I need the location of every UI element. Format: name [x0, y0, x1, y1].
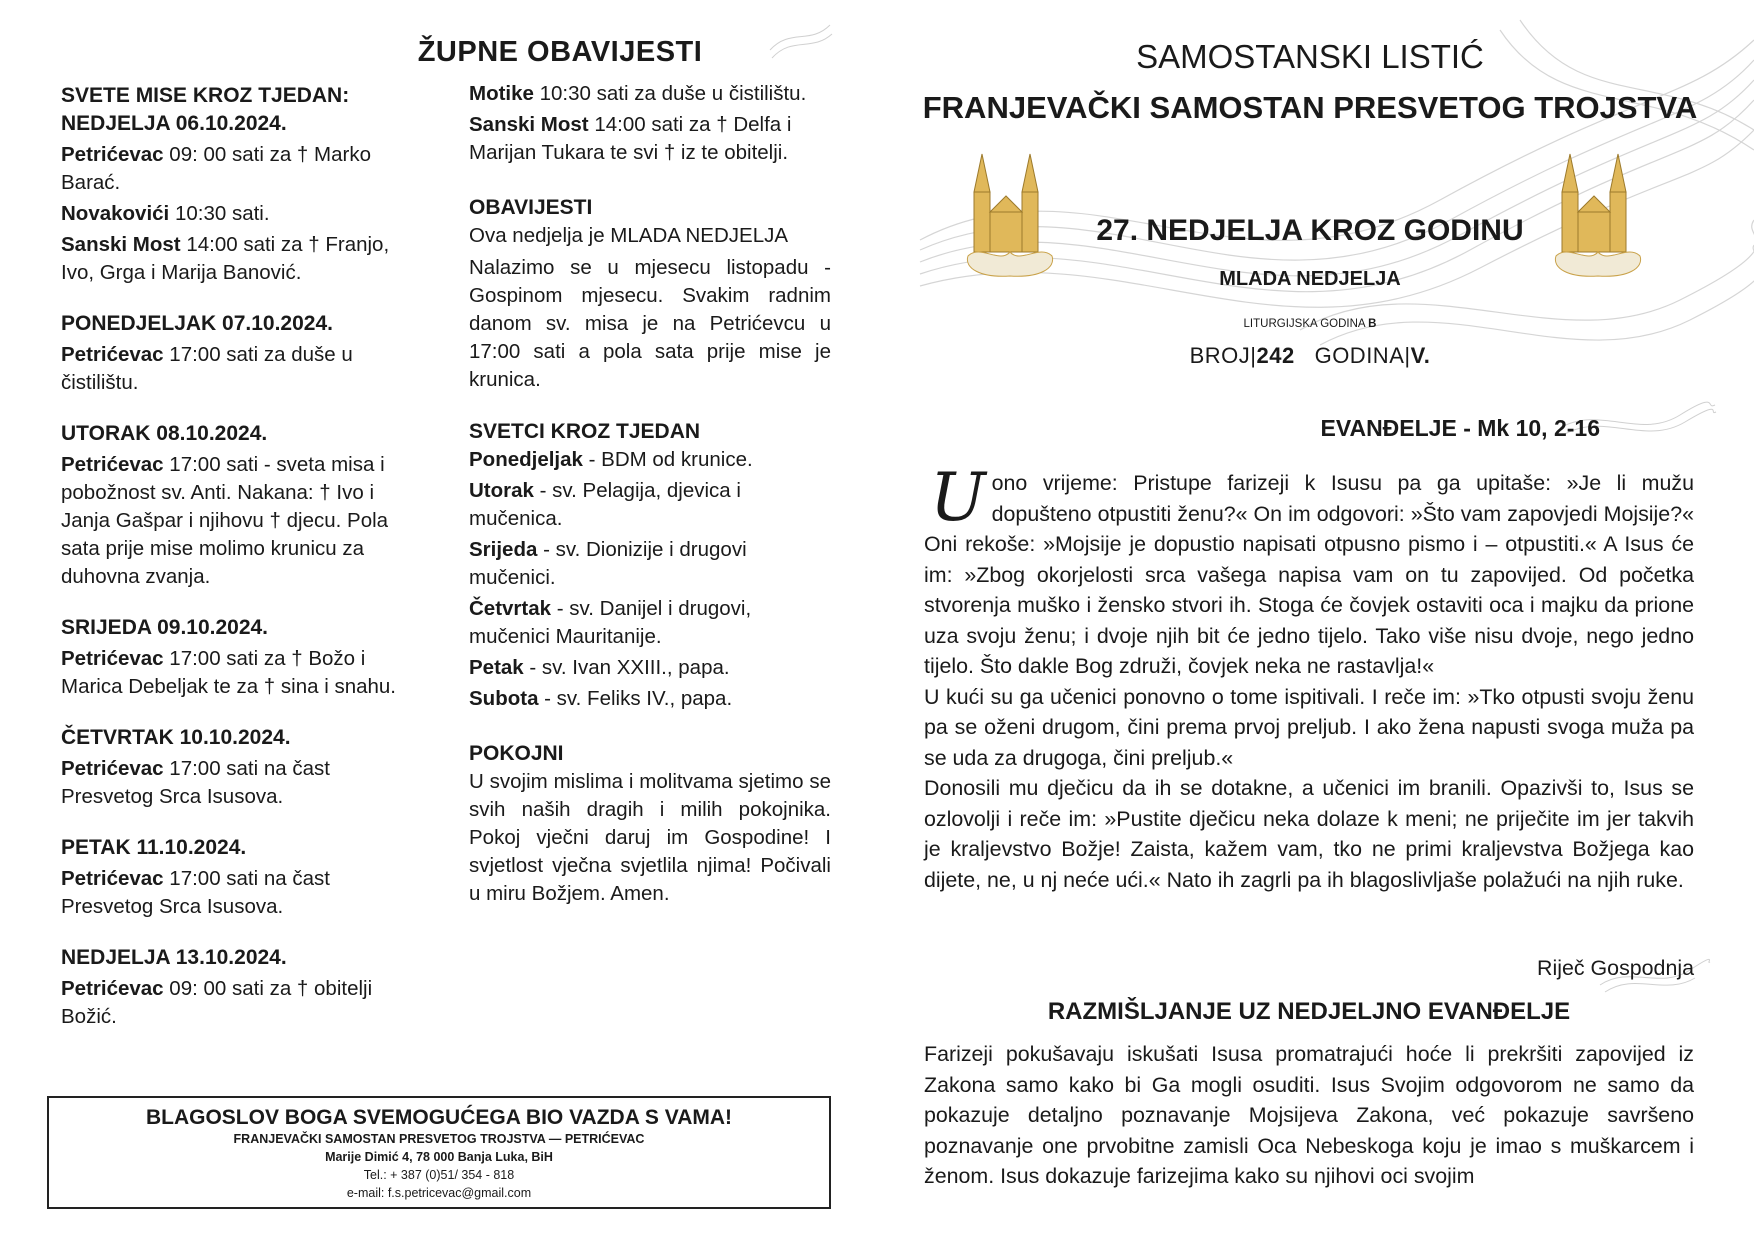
saint-entry [469, 446, 831, 474]
mass-entry [469, 80, 831, 108]
notices-text: Nalazimo se u mjesecu listopadu - Gospinom mjesecu. Svakim radnim danom sv. misa je na Petrićevcu u 17:00 sati a pola sata prije mise je krunica. [469, 256, 831, 391]
gospel-paragraph: Donosili mu dječicu da ih se dotakne, a učenici im branili. Opazivši to, Isus se ozlovolji i reče im: »Pustite dječicu neka dolaze k meni; ne priječite im jer takvih je kraljevstvo Božje! Zaista, kažem vam, tko ne primi kraljevstva Božjega kao dijete, ne, u nj neće ući.« Nato ih zagrli pa ih blagoslivljaše polažući na njih ruke. [924, 776, 1694, 892]
entry-text: - BDM od krunice. [582, 448, 753, 471]
year-label: GODINA| [1314, 343, 1411, 368]
mass-entry [61, 141, 421, 197]
day-date: NEDJELJA 06.10.2024. [61, 112, 287, 135]
mass-entry [61, 975, 421, 1031]
entry-text: - sv. Dionizije i drugovi mučenici. [469, 538, 747, 589]
entry-text: - sv. Pelagija, djevica i mučenica. [469, 479, 741, 530]
year-number: V. [1410, 343, 1431, 368]
entry-text: 17:00 sati na čast Presvetog Srca Isusova. [61, 867, 330, 918]
mass-entry [61, 200, 421, 228]
liturgical-year-label: LITURGIJSKA GODINA [1243, 318, 1369, 330]
day-date: PETAK 11.10.2024. [61, 836, 247, 859]
entry-text: 17:00 sati - sveta misa i pobožnost sv. Anti. Nakana: † Ivo i Janja Gašpar i njihovu † djecu. Pola sata prije mise molimo krunicu za duhovna zvanja. [61, 453, 389, 588]
page-heading: ŽUPNE OBAVIJESTI [417, 36, 703, 68]
notices-title: OBAVIJESTI [469, 196, 593, 219]
entry-text: 14:00 sati za † Delfa i Marijan Tukara te svi † iz te obitelji. [469, 113, 792, 164]
saint-entry [469, 477, 831, 533]
monastery-title: FRANJEVAČKI SAMOSTAN PRESVETOG TROJSTVA [922, 90, 1698, 125]
mass-entry [61, 341, 421, 397]
entry-text: 17:00 sati za † Božo i Marica Debeljak te za † sina i snahu. [61, 647, 397, 698]
entry-text: 09: 00 sati za † Marko Barać. [61, 143, 371, 194]
day-date: UTORAK 08.10.2024. [61, 422, 268, 445]
saint-entry [469, 536, 831, 592]
entry-text: - sv. Ivan XXIII., papa. [523, 656, 730, 679]
entry-text: - sv. Danijel i drugovi, mučenici Mauritanije. [469, 597, 752, 648]
entry-place: Petrićevac [61, 867, 164, 890]
entry-text: 10:30 sati. [169, 202, 270, 225]
entry-place: Motike [469, 82, 534, 105]
sunday-title: 27. NEDJELJA KROZ GODINU [1096, 214, 1524, 247]
entry-place: Ponedjeljak [469, 448, 583, 471]
mass-entry [61, 231, 421, 287]
day-date: ČETVRTAK 10.10.2024. [61, 726, 291, 749]
mass-schedule [61, 82, 421, 1034]
deceased-text: U svojim mislima i molitvama sjetimo se svih naših dragih i milih pokojnika. Pokoj vječni daruj im Gospodine! I svjetlost vječna svjetlila njima! Počivali u miru Božjem. Amen. [469, 770, 831, 905]
days-list [61, 110, 421, 1031]
entry-place: Petrićevac [61, 647, 164, 670]
entry-place: Petrićevac [61, 343, 164, 366]
notices-line: Ova nedjelja je MLADA NEDJELJA [469, 224, 789, 247]
address-line: Marije Dimić 4, 78 000 Banja Luka, BiH [325, 1150, 553, 1164]
entry-text: 09: 00 sati za † obitelji Božić. [61, 977, 373, 1028]
entry-place: Srijeda [469, 538, 538, 561]
mass-entry [61, 645, 421, 701]
entry-place: Petrićevac [61, 757, 164, 780]
saint-entry [469, 595, 831, 651]
mass-entry [469, 111, 831, 167]
entry-place: Petak [469, 656, 524, 679]
word-of-the-lord: Riječ Gospodnja [1537, 956, 1694, 980]
mass-entry [61, 451, 421, 591]
mass-entry [61, 755, 421, 811]
day-date: SRIJEDA 09.10.2024. [61, 616, 269, 639]
liturgical-year [1040, 318, 1580, 330]
mass-entry [61, 865, 421, 921]
issue-number: 242 [1256, 343, 1295, 368]
deceased-title: POKOJNI [469, 742, 564, 765]
day-date: PONEDJELJAK 07.10.2024. [61, 312, 333, 335]
saint-entry [469, 654, 831, 682]
day-date: NEDJELJA 13.10.2024. [61, 946, 287, 969]
entry-text: 10:30 sati za duše u čistilištu. [533, 82, 807, 105]
entry-text: 14:00 sati za † Franjo, Ivo, Grga i Marija Banović. [61, 233, 390, 284]
notices-column [469, 80, 831, 908]
entry-text: 17:00 sati na čast Presvetog Srca Isusova. [61, 757, 330, 808]
entry-text: - sv. Feliks IV., papa. [538, 687, 733, 710]
saints-title: SVETCI KROZ TJEDAN [469, 420, 701, 443]
issue-label: BROJ| [1189, 343, 1257, 368]
reflection-text: Farizeji pokušavaju iskušati Isusa promatrajući hoće li prekršiti zapovijed iz Zakona samo kako bi Ga mogli osuditi. Isus Svojim odgovorom ne samo da pokazuje detaljno poznavanje Mojsijeva Zakona, već pokazuje savršeno poznavanje one prvobitne zamisli Oca Nebeskoga koju je imao s muškarcem i ženom. Isus dokazuje farizejima kako su njihovi oci svojim [924, 1042, 1694, 1188]
saint-entry [469, 685, 831, 713]
entry-place: Novakovići [61, 202, 170, 225]
issue-info [1040, 343, 1580, 369]
gospel-paragraph: ono vrijeme: Pristupe farizeji k Isusu pa ga upitaše: »Je li mužu dopušteno otpustiti ženu?« On im odgovori: »Što vam zapovjedi Mojsije?« Oni rekoše: »Mojsije je dopustio napisati otpusno pismo i – otpustiti.« A Isus će im: »Zbog okorjelosti srca vašega napisa vam on tu zapovijed. Od početka stvorenja muško i žensko stvori ih. Stoga će čovjek ostaviti oca i majku da prione uza svoju ženu; i dvoje njih bit će jedno tijelo. Tako više nisu dvoje, nego jedno tijelo. Što dakle Bog združi, čovjek neka ne rastavlja!« [924, 471, 1694, 678]
entry-place: Utorak [469, 479, 534, 502]
blessing-title: BLAGOSLOV BOGA SVEMOGUĆEGA BIO VAZDA S VAMA! [145, 1106, 733, 1129]
entry-place: Petrićevac [61, 453, 164, 476]
blessing-line: FRANJEVAČKI SAMOSTAN PRESVETOG TROJSTVA — PETRIĆEVAC [233, 1132, 645, 1146]
drop-cap: U [930, 459, 986, 536]
gospel-paragraph: U kući su ga učenici ponovno o tome ispitivali. I reče im: »Tko otpusti svoju ženu pa se oženi drugom, čini prema prvoj preljub. I ako žena napusti svoga muža pa se uda za drugoga, čini preljub.« [924, 684, 1694, 770]
email-line: e-mail: f.s.petricevac@gmail.com [346, 1186, 532, 1200]
blessing-box [47, 1096, 831, 1209]
gospel-title: EVANĐELJE - Mk 10, 2-16 [1320, 415, 1600, 441]
phone-line: Tel.: + 387 (0)51/ 354 - 818 [363, 1168, 515, 1182]
entry-place: Petrićevac [61, 977, 164, 1000]
reflection-title: RAZMIŠLJANJE UZ NEDJELJNO EVANĐELJE [1047, 998, 1571, 1025]
liturgical-year-value: B [1368, 318, 1377, 330]
saints-list [469, 446, 831, 713]
sunday-subtitle: MLADA NEDJELJA [1219, 268, 1401, 290]
gospel-text [924, 459, 1694, 895]
bulletin-title: SAMOSTANSKI LISTIĆ [1136, 38, 1484, 75]
masses-title: SVETE MISE KROZ TJEDAN: [61, 84, 350, 107]
entry-text: 17:00 sati za duše u čistilištu. [61, 343, 353, 394]
entry-place: Sanski Most [469, 113, 589, 136]
entry-place: Sanski Most [61, 233, 181, 256]
entry-place: Petrićevac [61, 143, 164, 166]
entry-place: Subota [469, 687, 539, 710]
entry-place: Četvrtak [469, 597, 552, 620]
continued-entries [469, 80, 831, 167]
